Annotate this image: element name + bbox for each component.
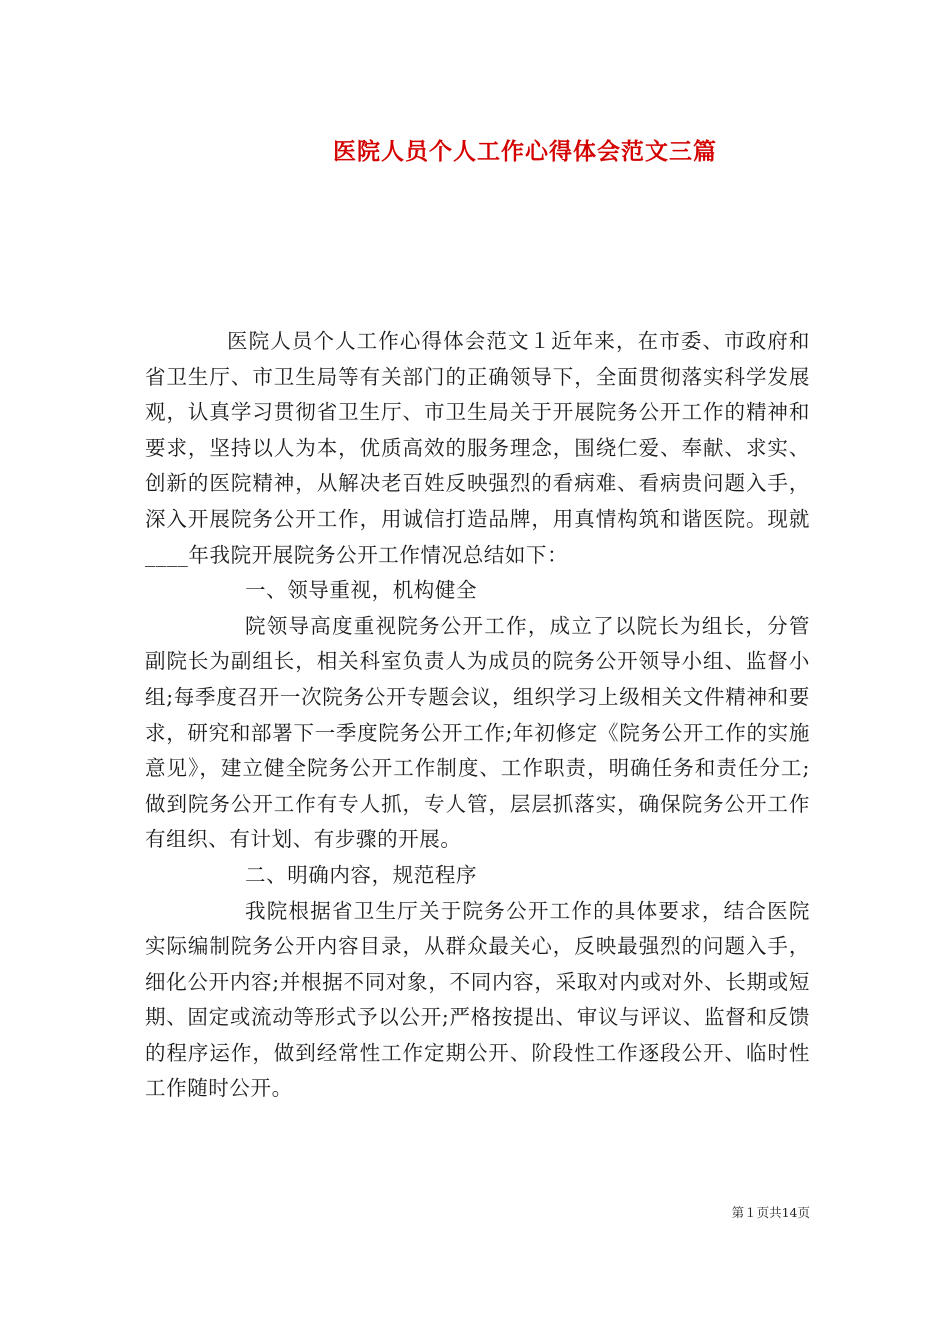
- section-paragraph-2: 我院根据省卫生厅关于院务公开工作的具体要求，结合医院实际编制院务公开内容目录，从群众最关心，反映最强烈的问题入手，细化公开内容;并根据不同对象，不同内容，采取对内或对外、长期或短期、固定或流动等形式予以公开;严格按提出、审议与评议、监督和反馈的程序运作，做到经常性工作定期公开、阶段性工作逐段公开、临时性工作随时公开。: [145, 898, 810, 1101]
- intro-paragraph: 医院人员个人工作心得体会范文１近年来，在市委、市政府和省卫生厅、市卫生局等有关部门的正确领导下，全面贯彻落实科学发展观，认真学习贯彻省卫生厅、市卫生局关于开展院务公开工作的精神和要求，坚持以人为本，优质高效的服务理念，围绕仁爱、奉献、求实、创新的医院精神，从解决老百姓反映强烈的看病难、看病贵问题入手，深入开展院务公开工作，用诚信打造品牌，用真情构筑和谐医院。现就____年我院开展院务公开工作情况总结如下：: [145, 329, 810, 567]
- section-heading-2: 二、明确内容，规范程序: [245, 862, 478, 887]
- page-number: 第１页共14页: [731, 1205, 810, 1220]
- section-heading-1: 一、领导重视，机构健全: [245, 578, 478, 603]
- section-paragraph-1: 院领导高度重视院务公开工作，成立了以院长为组长，分管副院长为副组长，相关科室负责人为成员的院务公开领导小组、监督小组;每季度召开一次院务公开专题会议，组织学习上级相关文件精神和要求，研究和部署下一季度院务公开工作;年初修定《院务公开工作的实施意见》，建立健全院务公开工作制度、工作职责，明确任务和责任分工;做到院务公开工作有专人抓，专人管，层层抓落实，确保院务公开工作有组织、有计划、有步骤的开展。: [145, 613, 810, 852]
- document-title: 医院人员个人工作心得体会范文三篇: [333, 138, 717, 165]
- document-body: [145, 324, 810, 1107]
